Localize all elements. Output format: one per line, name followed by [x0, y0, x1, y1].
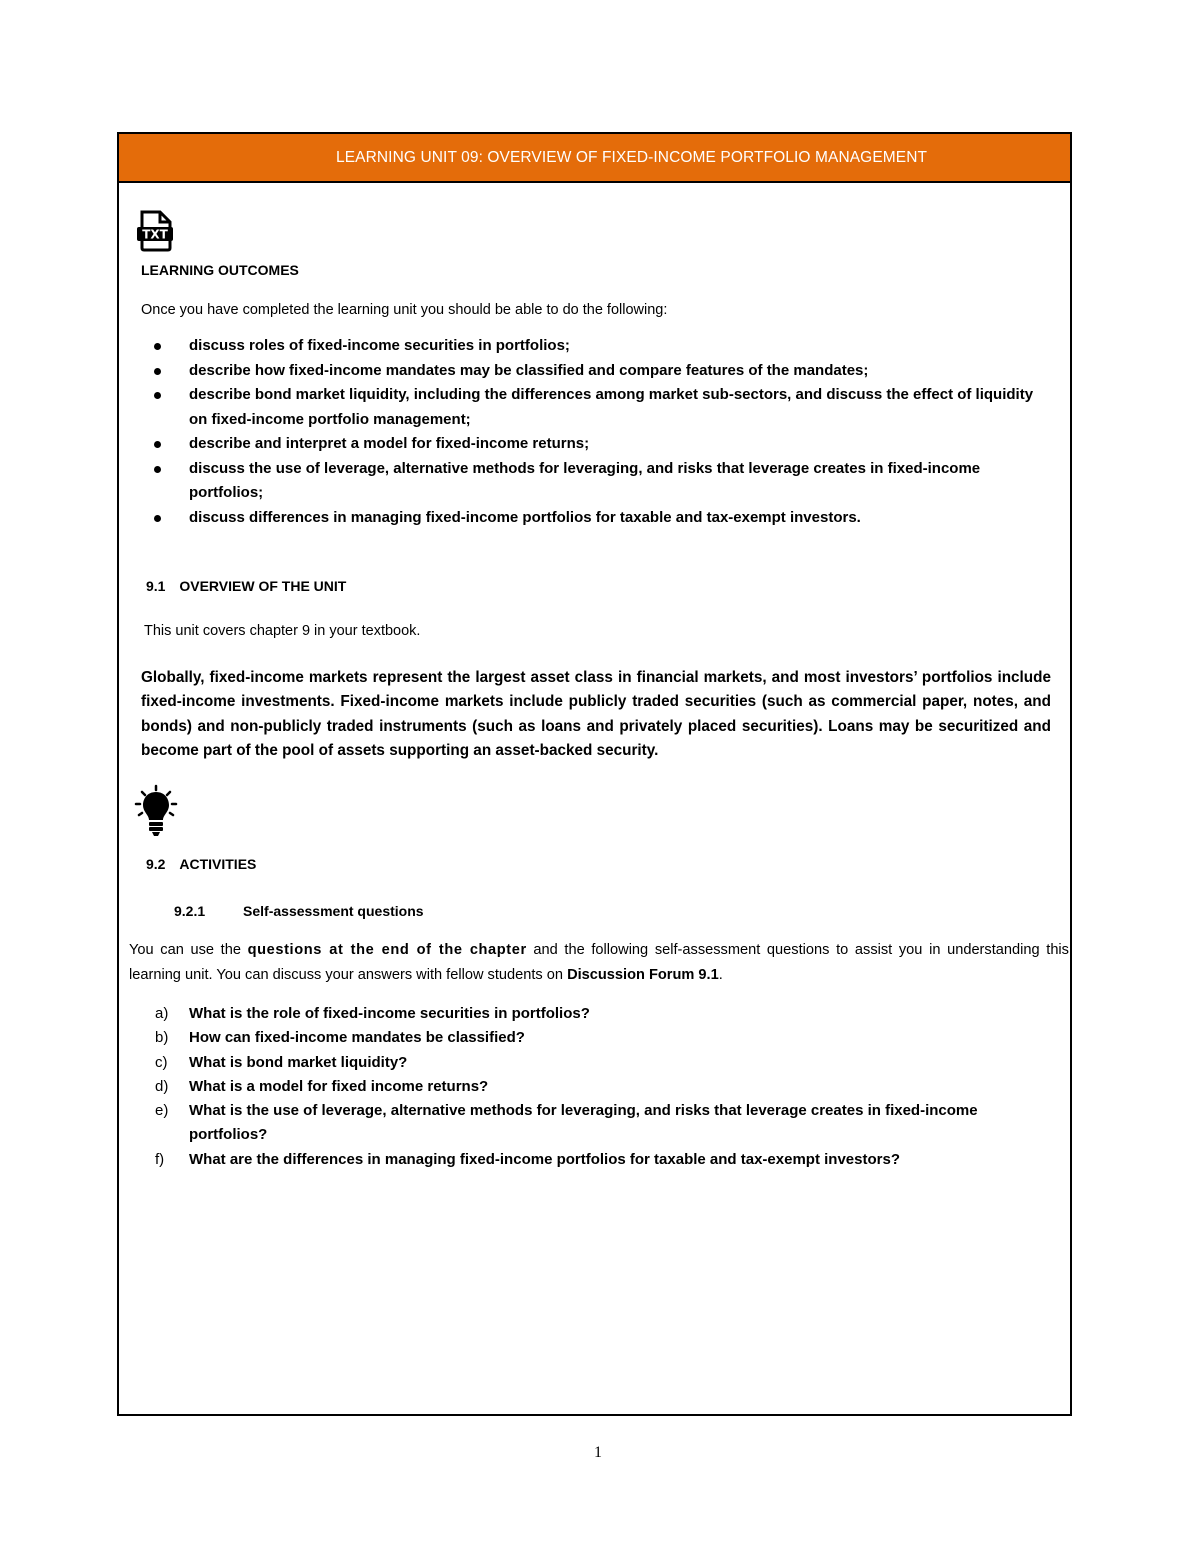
list-item: discuss roles of fixed-income securities in portfolios; — [139, 334, 1039, 359]
bullet-icon — [154, 515, 161, 522]
list-item: discuss differences in managing fixed-income portfolios for taxable and tax-exempt investors. — [139, 506, 1039, 531]
list-item: c) What is bond market liquidity? — [155, 1053, 408, 1071]
overview-paragraph: Globally, fixed-income markets represent the largest asset class in financial markets, and most investors’ portfolios include fixed-income investments. Fixed-income markets include publicly traded securities (such as commercial paper, notes, and bonds) and non-publicly traded instruments (such as loans and privately placed securities). Loans may be securitized and become part of the pool of assets supporting an asset-backed security. — [141, 669, 1051, 760]
svg-text:TXT: TXT — [142, 227, 168, 242]
list-item: e) What is the use of leverage, alternative methods for leveraging, and risks that leverage creates in fixed-income portfolios? — [155, 1102, 978, 1144]
self-assessment-number: 9.2.1 — [174, 903, 206, 919]
activities-number: 9.2 — [146, 856, 166, 872]
bullet-icon — [154, 343, 161, 350]
txt-file-icon — [136, 210, 174, 252]
bullet-icon — [154, 392, 161, 399]
activities-intro: You can use the questions at the end of the chapter and the following self-assessment questions to assist you in understanding this learning unit. You can discuss your answers with fellow students on Discussion Forum 9.1. — [129, 942, 1069, 983]
unit-header — [119, 134, 1070, 183]
learning-outcomes-heading: LEARNING OUTCOMES — [141, 262, 299, 278]
bullet-icon — [154, 368, 161, 375]
page-number: 1 — [594, 1444, 602, 1461]
lightbulb-icon — [134, 784, 178, 838]
list-item: d) What is a model for fixed income returns? — [155, 1077, 489, 1095]
overview-note: This unit covers chapter 9 in your textbook. — [144, 623, 421, 639]
questions-list — [139, 1002, 1039, 1172]
list-item: f) What are the differences in managing fixed-income portfolios for taxable and tax-exempt investors? — [155, 1150, 900, 1168]
overview-number: 9.1 — [146, 578, 166, 594]
list-item: describe how fixed-income mandates may be classified and compare features of the mandates; — [139, 359, 1039, 384]
bullet-icon — [154, 466, 161, 473]
activities-title: ACTIVITIES — [179, 856, 257, 872]
outcomes-list — [139, 334, 1039, 530]
list-item: b) How can fixed-income mandates be classified? — [155, 1029, 525, 1047]
unit-title: LEARNING UNIT 09: OVERVIEW OF FIXED-INCOME PORTFOLIO MANAGEMENT — [336, 149, 928, 166]
overview-title: OVERVIEW OF THE UNIT — [179, 578, 347, 594]
self-assessment-heading — [174, 903, 424, 919]
outcomes-intro: Once you have completed the learning unit you should be able to do the following: — [141, 302, 668, 318]
list-item: discuss the use of leverage, alternative methods for leveraging, and risks that leverage creates in fixed-income portfolios; — [139, 457, 1039, 506]
overview-heading — [146, 578, 346, 594]
activities-heading — [146, 856, 256, 872]
list-item: a) What is the role of fixed-income securities in portfolios? — [155, 1005, 590, 1022]
bullet-icon — [154, 441, 161, 448]
learning-unit-frame — [117, 132, 1072, 1416]
list-item: describe and interpret a model for fixed-income returns; — [139, 432, 1039, 457]
self-assessment-title: Self-assessment questions — [243, 903, 424, 919]
list-item: describe bond market liquidity, including the differences among market sub-sectors, and discuss the effect of liquidity on fixed-income portfolio management; — [139, 383, 1039, 432]
